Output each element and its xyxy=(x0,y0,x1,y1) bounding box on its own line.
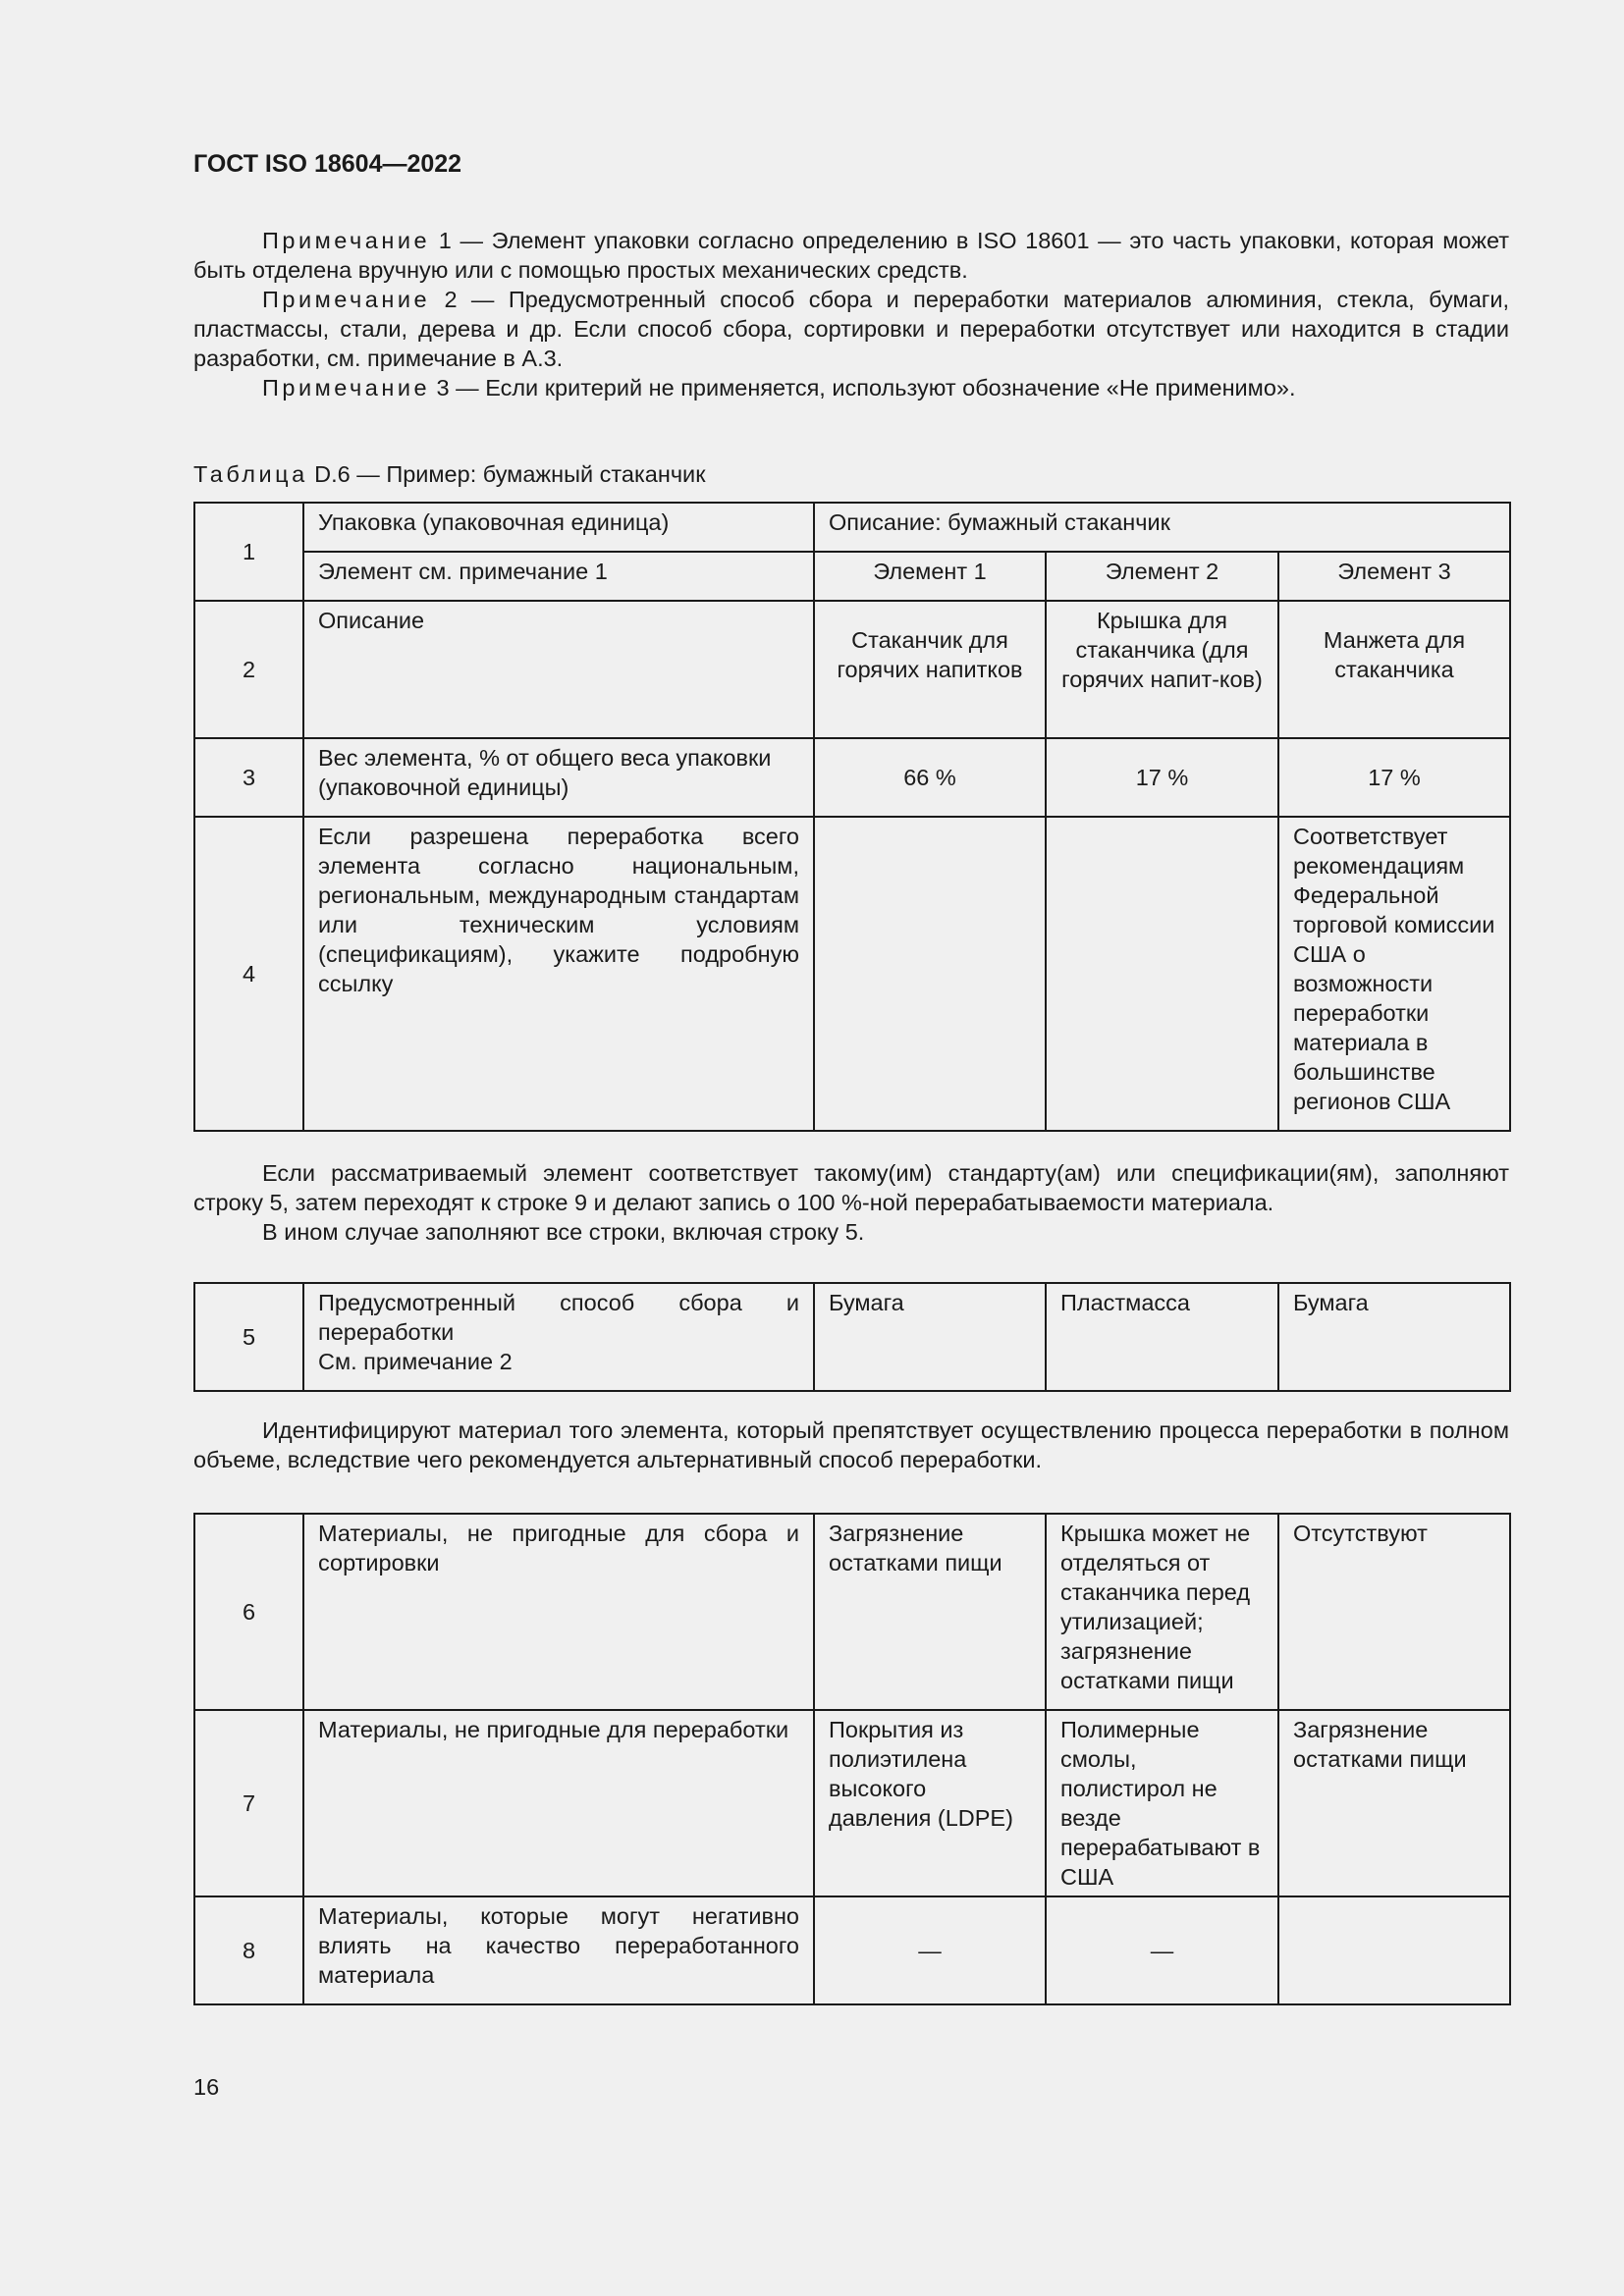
cell-label-text: Предусмотренный способ сбора и переработки xyxy=(318,1290,799,1345)
paragraph-2 xyxy=(193,1415,1509,1474)
row-number: 1 xyxy=(194,503,303,601)
cell-element-2: 17 % xyxy=(1046,738,1278,817)
cell-label: Материалы, которые могут негативно влиять на качество переработанного материала xyxy=(303,1896,814,2004)
table-row xyxy=(194,1283,1510,1391)
cell-element-1 xyxy=(814,817,1046,1131)
cell-label: Вес элемента, % от общего веса упаковки (упаковочной единицы) xyxy=(303,738,814,817)
cell-label-note: См. примечание 2 xyxy=(318,1349,513,1374)
note-2 xyxy=(193,285,1509,373)
row-number: 2 xyxy=(194,601,303,738)
table-row xyxy=(194,552,1510,601)
cell-element-1: Бумага xyxy=(814,1283,1046,1391)
cell-element-2 xyxy=(1046,817,1278,1131)
cell-element-1: Стаканчик для горячих напитков xyxy=(814,601,1046,738)
row-number: 8 xyxy=(194,1896,303,2004)
table-caption xyxy=(193,459,705,489)
table-row xyxy=(194,817,1510,1131)
cell-label: Если разрешена переработка всего элемента согласно национальным, региональным, международным стандартам или техническим условиям (спецификациям), укажите подробную ссылку xyxy=(303,817,814,1131)
document-header: ГОСТ ISO 18604—2022 xyxy=(193,150,462,178)
note-label: Примечание xyxy=(262,228,431,253)
note-text: 1 — Элемент упаковки согласно определению в ISO 18601 — это часть упаковки, которая может быть отделена вручную или с помощью простых механических средств. xyxy=(193,228,1509,283)
note-text: 3 — Если критерий не применяется, используют обозначение «Не применимо». xyxy=(430,375,1296,400)
cell-element-3-header: Элемент 3 xyxy=(1278,552,1510,601)
cell-element-1-header: Элемент 1 xyxy=(814,552,1046,601)
cell-element-1: 66 % xyxy=(814,738,1046,817)
cell-element-1: — xyxy=(814,1896,1046,2004)
table-row xyxy=(194,1514,1510,1710)
cell-element-3: Соответствует рекомендациям Федеральной торговой комиссии США о возможности переработки материала в большинстве регионов США xyxy=(1278,817,1510,1131)
paragraph-line: Если рассматриваемый элемент соответствует такому(им) стандарту(ам) или спецификации(ям), заполняют строку 5, затем переходят к строке 9 и делают запись о 100 %-ной перерабатываемости материала. xyxy=(193,1160,1509,1215)
cell-element-3: Отсутствуют xyxy=(1278,1514,1510,1710)
cell-element-2: Полимерные смолы, полистирол не везде перерабатывают в США xyxy=(1046,1710,1278,1896)
cell-element-2: — xyxy=(1046,1896,1278,2004)
note-label: Примечание xyxy=(262,375,431,400)
cell-element-3: Манжета для стаканчика xyxy=(1278,601,1510,738)
note-3 xyxy=(193,373,1509,402)
cell-label: Материалы, не пригодные для сбора и сортировки xyxy=(303,1514,814,1710)
row-number: 5 xyxy=(194,1283,303,1391)
paragraph-1 xyxy=(193,1158,1509,1247)
cell-element-3 xyxy=(1278,1896,1510,2004)
table-row xyxy=(194,503,1510,552)
paragraph-line: Идентифицируют материал того элемента, который препятствует осуществлению процесса переработки в полном объеме, вследствие чего рекомендуется альтернативный способ переработки. xyxy=(193,1417,1509,1472)
table-row xyxy=(194,601,1510,738)
table-row xyxy=(194,738,1510,817)
cell-label xyxy=(303,1283,814,1391)
table-row xyxy=(194,1710,1510,1896)
table-row xyxy=(194,1896,1510,2004)
row-number: 3 xyxy=(194,738,303,817)
row-number: 4 xyxy=(194,817,303,1131)
row-number: 6 xyxy=(194,1514,303,1710)
table-part-1 xyxy=(193,502,1511,1132)
cell-element-2: Крышка для стаканчика (для горячих напит-ков) xyxy=(1046,601,1278,738)
cell-element-note: Элемент см. примечание 1 xyxy=(303,552,814,601)
cell-element-1: Покрытия из полиэтилена высокого давления (LDPE) xyxy=(814,1710,1046,1896)
cell-element-3: Бумага xyxy=(1278,1283,1510,1391)
cell-element-2: Крышка может не отделяться от стаканчика перед утилизацией; загрязнение остатками пищи xyxy=(1046,1514,1278,1710)
note-text: 2 — Предусмотренный способ сбора и переработки материалов алюминия, стекла, бумаги, пластмассы, стали, дерева и др. Если способ сбора, сортировки и переработки отсутствует или находится в стадии разработки, см. примечание в А.3. xyxy=(193,287,1509,371)
table-part-2 xyxy=(193,1282,1511,1392)
paragraph-line: В ином случае заполняют все строки, включая строку 5. xyxy=(262,1219,865,1245)
cell-label: Описание xyxy=(303,601,814,738)
cell-description-header: Описание: бумажный стаканчик xyxy=(814,503,1510,552)
table-part-3 xyxy=(193,1513,1511,2005)
row-number: 7 xyxy=(194,1710,303,1896)
cell-element-2-header: Элемент 2 xyxy=(1046,552,1278,601)
caption-text: D.6 — Пример: бумажный стаканчик xyxy=(307,461,706,487)
cell-element-3: Загрязнение остатками пищи xyxy=(1278,1710,1510,1896)
cell-element-3: 17 % xyxy=(1278,738,1510,817)
note-1 xyxy=(193,226,1509,285)
notes-block xyxy=(193,226,1509,402)
cell-element-2: Пластмасса xyxy=(1046,1283,1278,1391)
cell-element-1: Загрязнение остатками пищи xyxy=(814,1514,1046,1710)
cell-packaging-label: Упаковка (упаковочная единица) xyxy=(303,503,814,552)
page-number: 16 xyxy=(193,2074,220,2100)
note-label: Примечание xyxy=(262,287,431,312)
cell-label: Материалы, не пригодные для переработки xyxy=(303,1710,814,1896)
caption-label: Таблица xyxy=(193,461,308,487)
